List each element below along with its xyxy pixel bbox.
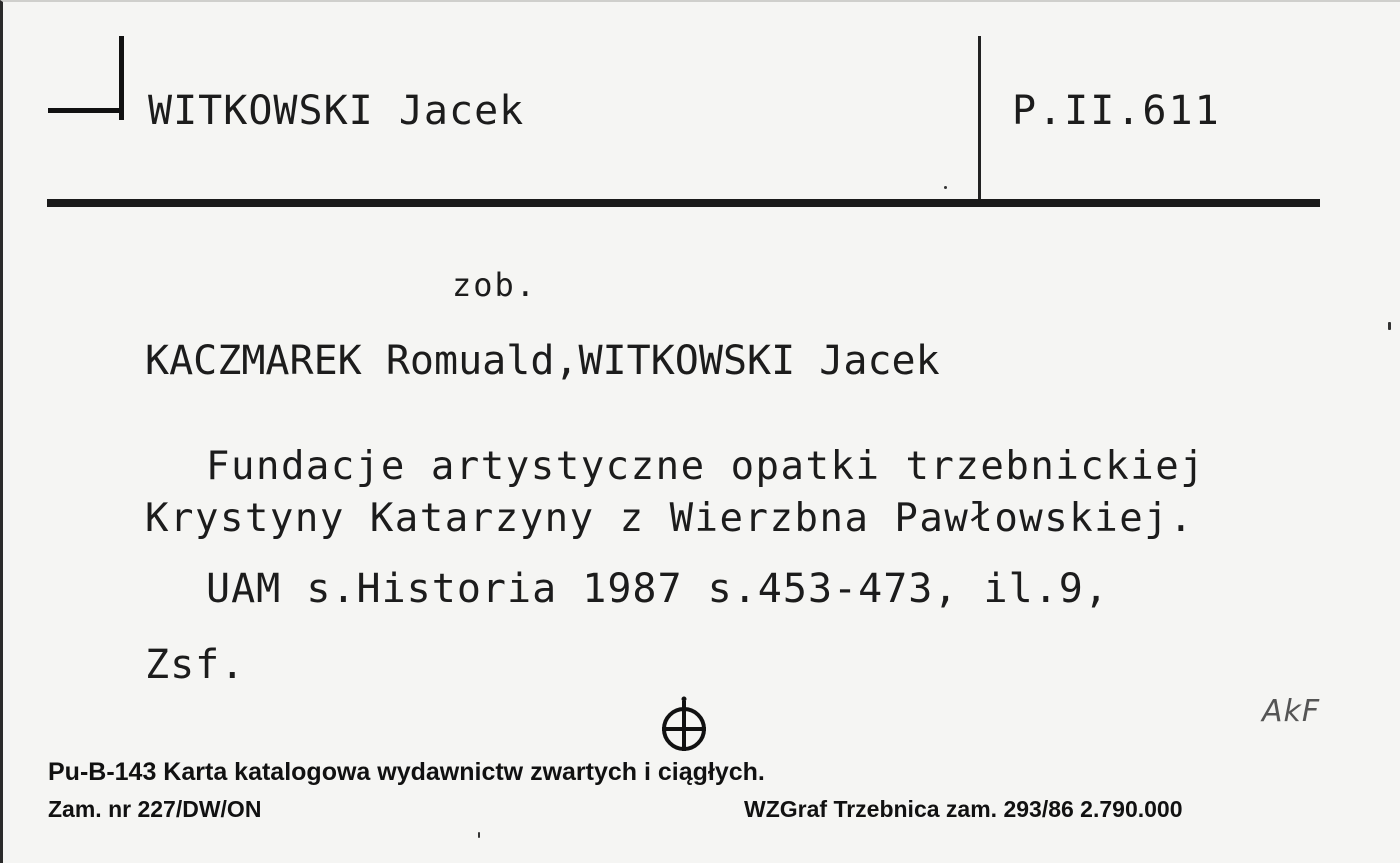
- entry-authors: KACZMAREK Romuald,WITKOWSKI Jacek: [145, 338, 940, 384]
- printer-info: WZGraf Trzebnica zam. 293/86 2.790.000: [744, 796, 1183, 822]
- call-number: P.II.611: [1012, 88, 1221, 134]
- circle-cross-stamp-icon: [658, 695, 710, 753]
- card-form-line: Pu-B-143 Karta katalogowa wydawnictw zwartych i ciągłych.: [48, 758, 765, 786]
- ink-speck: [1388, 322, 1391, 330]
- entry-title-line-1: Fundacje artystyczne opatki trzebnickiej: [206, 444, 1206, 489]
- header-divider: [978, 36, 981, 200]
- author-heading: WITKOWSKI Jacek: [148, 88, 525, 134]
- header-rule: [47, 199, 1320, 207]
- see-reference: zob.: [452, 266, 538, 304]
- corner-mark-horizontal: [48, 108, 124, 113]
- entry-title-line-2: Krystyny Katarzyny z Wierzbna Pawłowskiej.: [145, 496, 1195, 541]
- entry-source: UAM s.Historia 1987 s.453-473, il.9,: [206, 566, 1109, 612]
- handwritten-initials: AkF: [1262, 694, 1321, 729]
- order-number: Zam. nr 227/DW/ON: [48, 796, 262, 822]
- ink-speck: [478, 832, 480, 838]
- entry-summary: Zsf.: [145, 642, 246, 688]
- ink-speck: [944, 186, 947, 189]
